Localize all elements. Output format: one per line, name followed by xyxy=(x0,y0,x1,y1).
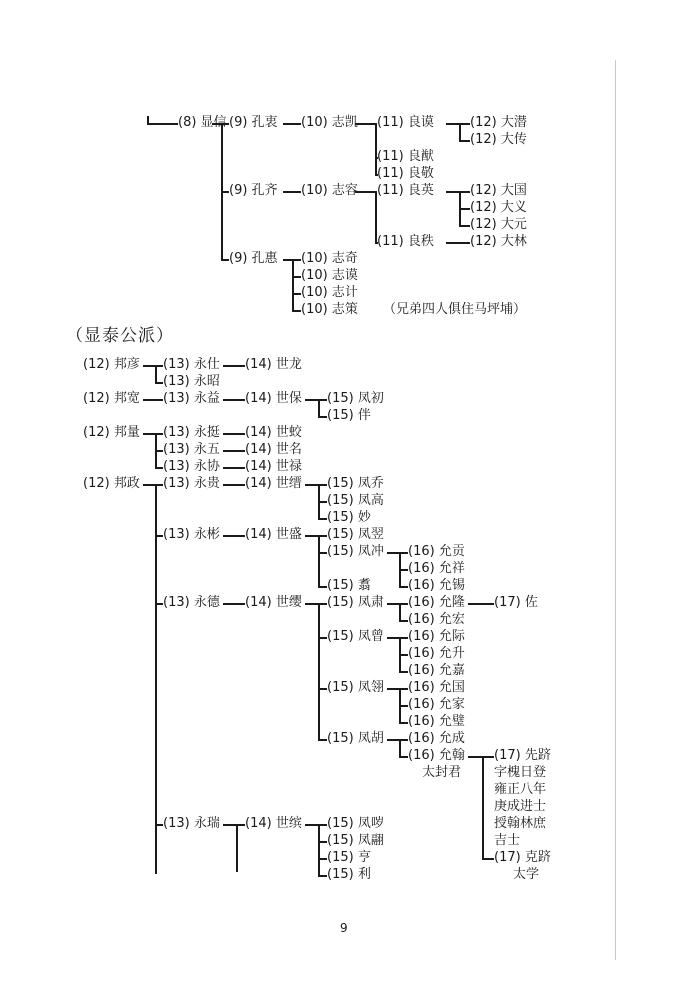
page-number: 9 xyxy=(340,921,348,935)
genealogy-entry: (11) 良英 xyxy=(377,183,434,198)
genealogy-entry: (17) 克跻 xyxy=(494,850,551,865)
genealogy-entry: (8) 显信 xyxy=(178,115,227,130)
genealogy-entry: (13) 永德 xyxy=(163,595,220,610)
genealogy-entry: (14) 世盛 xyxy=(245,527,302,542)
genealogy-entry: (15) 凤翮 xyxy=(327,833,384,848)
genealogy-entry: 太封君 xyxy=(422,765,462,780)
genealogy-entry: 授翰林庶 xyxy=(494,816,547,831)
genealogy-entry: (16) 允成 xyxy=(408,731,465,746)
genealogy-entry: (12) 大元 xyxy=(470,217,527,232)
genealogy-entry: (10) 志容 xyxy=(301,183,358,198)
genealogy-entry: (16) 允锡 xyxy=(408,578,465,593)
genealogy-entry: 太学 xyxy=(513,867,540,882)
genealogy-entry: (11) 良秩 xyxy=(377,234,434,249)
genealogy-entry: (15) 凤胡 xyxy=(327,731,384,746)
genealogy-entry: (12) 大义 xyxy=(470,200,527,215)
genealogy-entry: (13) 永仕 xyxy=(163,357,220,372)
genealogy-entry: (12) 大潜 xyxy=(470,115,527,130)
genealogy-entry: (12) 邦彦 xyxy=(83,357,140,372)
genealogy-entry: (14) 世缨 xyxy=(245,595,302,610)
genealogy-entry: (12) 大国 xyxy=(470,183,527,198)
genealogy-entry: (16) 允祥 xyxy=(408,561,465,576)
genealogy-entry: (15) 凤冲 xyxy=(327,544,384,559)
genealogy-entry: (13) 永贵 xyxy=(163,476,220,491)
genealogy-entry: 庚成进士 xyxy=(494,799,547,814)
genealogy-entry: (15) 妙 xyxy=(327,510,371,525)
genealogy-entry: (10) 志谟 xyxy=(301,268,358,283)
genealogy-entry: (15) 凤翌 xyxy=(327,527,384,542)
genealogy-entry: （兄弟四人俱住马坪埔） xyxy=(383,302,527,317)
genealogy-entry: (14) 世龙 xyxy=(245,357,302,372)
genealogy-entry: (13) 永彬 xyxy=(163,527,220,542)
genealogy-entry: 字槐日登 xyxy=(494,765,547,780)
genealogy-entry: (15) 利 xyxy=(327,867,371,882)
genealogy-entry: (13) 永挺 xyxy=(163,425,220,440)
genealogy-entry: (13) 永益 xyxy=(163,391,220,406)
genealogy-entry: (12) 邦量 xyxy=(83,425,140,440)
genealogy-entry: (16) 允嘉 xyxy=(408,663,465,678)
genealogy-entry: (12) 大林 xyxy=(470,234,527,249)
genealogy-entry: (15) 凤初 xyxy=(327,391,384,406)
genealogy-entry: (9) 孔齐 xyxy=(229,183,278,198)
genealogy-entry: (11) 良谟 xyxy=(377,115,434,130)
genealogy-entry: (13) 永协 xyxy=(163,459,220,474)
genealogy-entry: (16) 允翰 xyxy=(408,748,465,763)
genealogy-entry: (15) 凤高 xyxy=(327,493,384,508)
genealogy-entry: (11) 良敬 xyxy=(377,166,434,181)
genealogy-entry: (14) 世缤 xyxy=(245,816,302,831)
genealogy-entry: (9) 孔惠 xyxy=(229,251,278,266)
genealogy-entry: (16) 允贡 xyxy=(408,544,465,559)
genealogy-entry: (15) 亨 xyxy=(327,850,371,865)
genealogy-entry: (15) 凤肃 xyxy=(327,595,384,610)
genealogy-entry: (10) 志奇 xyxy=(301,251,358,266)
genealogy-entry: (16) 允家 xyxy=(408,697,465,712)
genealogy-entry: (14) 世保 xyxy=(245,391,302,406)
genealogy-entry: (16) 允际 xyxy=(408,629,465,644)
genealogy-entry: (10) 志凯 xyxy=(301,115,358,130)
genealogy-entry: (14) 世蛟 xyxy=(245,425,302,440)
genealogy-entry: (15) 伴 xyxy=(327,408,371,423)
genealogy-entry: (13) 永瑞 xyxy=(163,816,220,831)
genealogy-entry: (14) 世禄 xyxy=(245,459,302,474)
genealogy-entry: (16) 允璧 xyxy=(408,714,465,729)
genealogy-entry: (15) 凤乔 xyxy=(327,476,384,491)
genealogy-entry: (14) 世名 xyxy=(245,442,302,457)
genealogy-entry: (16) 允国 xyxy=(408,680,465,695)
genealogy-entry: (11) 良猷 xyxy=(377,149,434,164)
genealogy-entry: (9) 孔衷 xyxy=(229,115,278,130)
genealogy-entry: (10) 志计 xyxy=(301,285,358,300)
genealogy-entry: (15) 凤曾 xyxy=(327,629,384,644)
genealogy-entry: (13) 永五 xyxy=(163,442,220,457)
genealogy-entry: (12) 邦宽 xyxy=(83,391,140,406)
genealogy-entry: (17) 先跻 xyxy=(494,748,551,763)
genealogy-entry: 雍正八年 xyxy=(494,782,547,797)
genealogy-entry: (16) 允隆 xyxy=(408,595,465,610)
genealogy-entry: (13) 永昭 xyxy=(163,374,220,389)
genealogy-entry: (12) 大传 xyxy=(470,132,527,147)
genealogy-entry: (15) 翥 xyxy=(327,578,371,593)
genealogy-entry: 吉士 xyxy=(494,833,521,848)
genealogy-entry: (17) 佐 xyxy=(494,595,538,610)
genealogy-entry: (15) 凤翎 xyxy=(327,680,384,695)
genealogy-entry: (14) 世缙 xyxy=(245,476,302,491)
genealogy-entry: (16) 允宏 xyxy=(408,612,465,627)
section-heading-xiantai-branch: （显泰公派） xyxy=(66,326,174,346)
genealogy-entry: (16) 允升 xyxy=(408,646,465,661)
genealogy-entry: (10) 志策 xyxy=(301,302,358,317)
genealogy-entry: (15) 凤哕 xyxy=(327,816,384,831)
genealogy-entry: (12) 邦政 xyxy=(83,476,140,491)
